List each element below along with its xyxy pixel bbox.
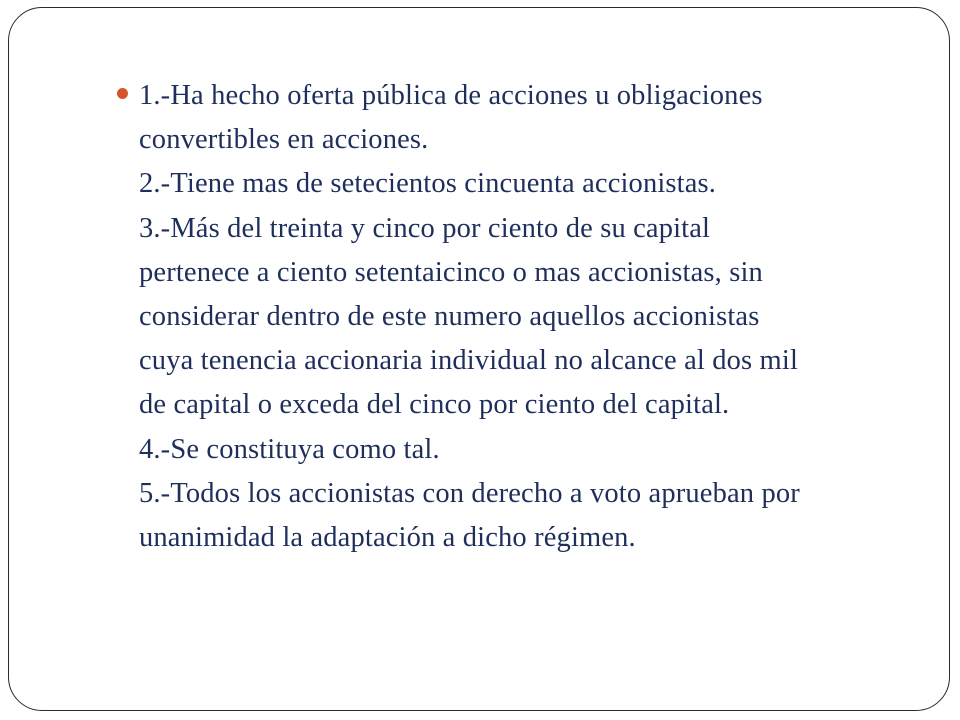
text-line-8: de capital o exceda del cinco por ciento del capital. — [139, 389, 730, 421]
text-line-7: cuya tenencia accionaria individual no alcance al dos mil — [139, 345, 799, 377]
slide-frame — [8, 7, 950, 711]
text-line-9: 4.-Se constituya como tal. — [139, 433, 440, 465]
text-line-10: 5.-Todos los accionistas con derecho a voto aprueban por — [139, 477, 800, 509]
slide-content — [117, 74, 917, 560]
bullet-item — [117, 74, 917, 560]
text-line-4: 3.-Más del treinta y cinco por ciento de su capital — [139, 212, 711, 244]
bullet-text — [139, 74, 917, 560]
text-line-11: unanimidad la adaptación a dicho régimen. — [139, 522, 636, 554]
text-line-2: convertibles en acciones. — [139, 124, 429, 156]
bullet-dot-icon — [117, 88, 128, 99]
text-line-5: pertenece a ciento setentaicinco o mas accionistas, sin — [139, 256, 763, 288]
text-line-3: 2.-Tiene mas de setecientos cincuenta accionistas. — [139, 168, 717, 200]
text-line-1: 1.-Ha hecho oferta pública de acciones u obligaciones — [139, 80, 763, 111]
text-line-6: considerar dentro de este numero aquellos accionistas — [139, 301, 760, 333]
